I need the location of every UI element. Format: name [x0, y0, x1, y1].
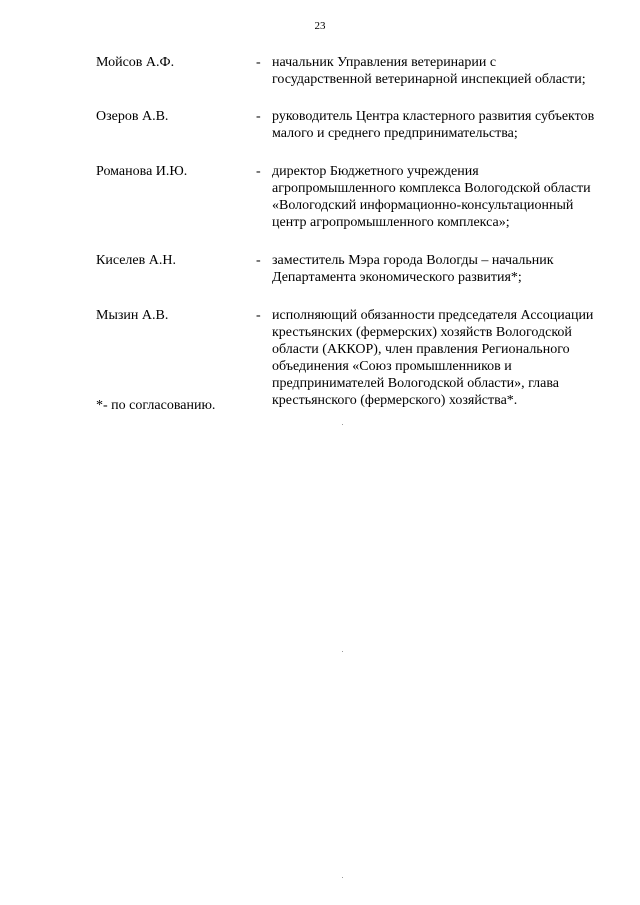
- member-position: руководитель Центра кластерного развития субъектов малого и среднего предпринимательства;: [272, 109, 595, 141]
- scan-speck: [342, 651, 343, 652]
- member-row: [96, 54, 626, 88]
- member-dash: -: [256, 55, 261, 70]
- member-list: [96, 54, 626, 409]
- footnote: *- по согласованию.: [96, 398, 216, 413]
- member-row: [96, 252, 626, 286]
- member-dash: -: [256, 308, 261, 323]
- page-number: 23: [314, 20, 326, 32]
- member-name: Романова И.Ю.: [96, 164, 188, 179]
- member-position: исполняющий обязанности председателя Ассоциации крестьянских (фермерских) хозяйств Вологодской области (АККОР), член правления Регионального объединения «Союз промышленников и предпринимателей Вологодской области», глава крестьянского (фермерского) хозяйства*.: [272, 308, 594, 408]
- member-position: начальник Управления ветеринарии с государственной ветеринарной инспекцией области;: [272, 55, 586, 87]
- member-position: заместитель Мэра города Вологды – начальник Департамента экономического развития*;: [272, 253, 554, 285]
- member-row: [96, 163, 626, 231]
- member-name: Мызин А.В.: [96, 308, 169, 323]
- scan-speck: [342, 424, 343, 425]
- member-row: [96, 108, 626, 142]
- scan-speck: [342, 877, 343, 878]
- member-name: Киселев А.Н.: [96, 253, 176, 268]
- member-dash: -: [256, 253, 261, 268]
- member-dash: -: [256, 109, 261, 124]
- member-name: Мойсов А.Ф.: [96, 55, 175, 70]
- member-row: [96, 307, 626, 409]
- member-position: директор Бюджетного учреждения агропромышленного комплекса Вологодской области «Вологодский информационно-консультационный центр агропромышленного комплекса»;: [272, 164, 591, 230]
- member-name: Озеров А.В.: [96, 109, 169, 124]
- member-dash: -: [256, 164, 261, 179]
